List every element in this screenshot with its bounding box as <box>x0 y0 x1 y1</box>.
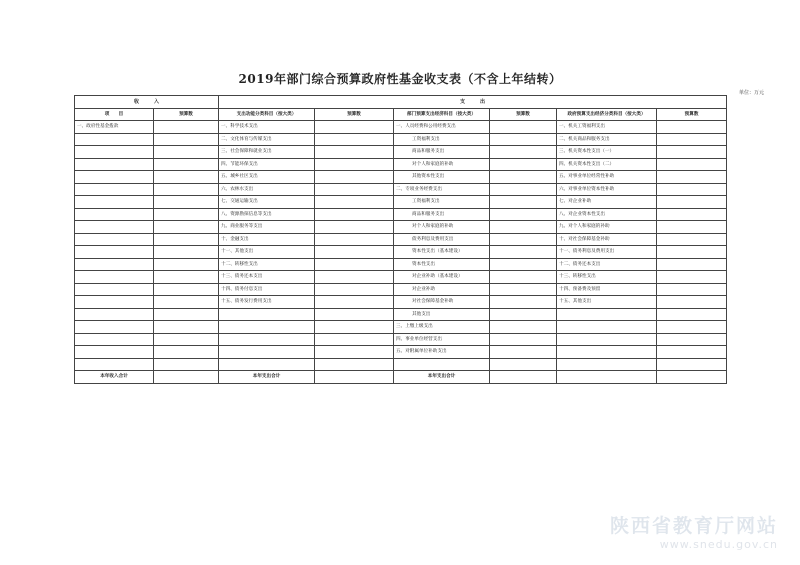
table-cell: 五、对附属单位补助支出 <box>394 346 490 359</box>
table-cell <box>315 246 394 259</box>
table-cell <box>557 333 657 346</box>
table-cell: 对个人和家庭的补助 <box>394 221 490 234</box>
table-cell <box>154 333 219 346</box>
table-cell: 一、人员经费和公用经费支出 <box>394 121 490 134</box>
table-cell <box>154 146 219 159</box>
table-cell: 对个人和家庭的补助 <box>394 158 490 171</box>
table-cell <box>490 233 557 246</box>
column-header: 预算数 <box>490 109 557 121</box>
table-cell: 商品和服务支出 <box>394 146 490 159</box>
table-cell <box>557 321 657 334</box>
table-row <box>75 171 727 184</box>
table-cell <box>657 121 727 134</box>
table-cell <box>154 308 219 321</box>
table-cell <box>315 283 394 296</box>
table-cell <box>657 146 727 159</box>
table-cell <box>154 158 219 171</box>
table-cell: 一、科学技术支出 <box>219 121 315 134</box>
table-row <box>75 196 727 209</box>
table-cell: 工资福利支出 <box>394 133 490 146</box>
totals-row <box>75 371 727 384</box>
table-cell <box>490 133 557 146</box>
table-cell: 十、金融支出 <box>219 233 315 246</box>
table-row <box>75 346 727 359</box>
table-cell: 一、机关工资福利支出 <box>557 121 657 134</box>
table-cell <box>75 308 154 321</box>
table-cell <box>490 246 557 259</box>
table-cell <box>75 133 154 146</box>
table-row <box>75 258 727 271</box>
table-cell <box>657 321 727 334</box>
table-cell <box>75 283 154 296</box>
table-cell <box>490 321 557 334</box>
table-row <box>75 233 727 246</box>
table-cell <box>490 183 557 196</box>
table-cell: 十一、其他支出 <box>219 246 315 259</box>
table-cell <box>490 271 557 284</box>
table-cell <box>315 296 394 309</box>
table-cell <box>490 158 557 171</box>
table-cell <box>657 296 727 309</box>
table-cell: 十五、其他支出 <box>557 296 657 309</box>
column-header-row <box>75 109 727 121</box>
table-cell <box>315 158 394 171</box>
table-cell <box>657 308 727 321</box>
table-row <box>75 121 727 134</box>
total-cell <box>657 371 727 384</box>
table-cell <box>75 296 154 309</box>
total-cell: 本年收入合计 <box>75 371 154 384</box>
table-cell: 五、对事业单位经常性补助 <box>557 171 657 184</box>
table-row <box>75 221 727 234</box>
table-cell: 十四、债务付息支出 <box>219 283 315 296</box>
table-cell: 七、交通运输支出 <box>219 196 315 209</box>
table-cell: 十一、债务利息及费用支出 <box>557 246 657 259</box>
table-cell <box>219 358 315 371</box>
table-cell <box>657 196 727 209</box>
table-cell <box>219 308 315 321</box>
table-cell <box>154 258 219 271</box>
table-cell <box>154 283 219 296</box>
table-row <box>75 333 727 346</box>
table-cell: 十二、债务还本支出 <box>557 258 657 271</box>
table-row <box>75 283 727 296</box>
table-cell <box>557 308 657 321</box>
table-row <box>75 133 727 146</box>
column-header: 项 目 <box>75 109 154 121</box>
table-cell <box>490 121 557 134</box>
total-cell <box>315 371 394 384</box>
table-cell <box>219 333 315 346</box>
section-header-row <box>75 96 727 109</box>
table-cell <box>315 196 394 209</box>
table-cell <box>219 346 315 359</box>
table-cell <box>219 321 315 334</box>
table-cell: 九、商业服务等支出 <box>219 221 315 234</box>
table-cell: 二、机关商品和服务支出 <box>557 133 657 146</box>
table-cell: 二、专项业务经费支出 <box>394 183 490 196</box>
table-cell <box>154 133 219 146</box>
table-cell <box>490 283 557 296</box>
table-cell <box>75 183 154 196</box>
total-cell: 本年支出合计 <box>219 371 315 384</box>
column-header: 支出功能分类科目（按大类） <box>219 109 315 121</box>
table-cell: 十四、预备费及预留 <box>557 283 657 296</box>
table-cell <box>154 208 219 221</box>
table-cell <box>154 271 219 284</box>
table-cell: 十二、转移性支出 <box>219 258 315 271</box>
table-cell <box>75 233 154 246</box>
table-cell <box>315 321 394 334</box>
table-cell <box>490 333 557 346</box>
table-cell: 其他资本性支出 <box>394 171 490 184</box>
table-cell <box>490 358 557 371</box>
table-cell <box>657 221 727 234</box>
table-cell: 商品和服务支出 <box>394 208 490 221</box>
table-cell: 其他支出 <box>394 308 490 321</box>
table-row <box>75 208 727 221</box>
table-cell <box>75 333 154 346</box>
table-cell <box>154 121 219 134</box>
table-cell <box>557 346 657 359</box>
table-cell <box>657 246 727 259</box>
table-cell <box>75 321 154 334</box>
table-cell <box>75 271 154 284</box>
table-cell <box>657 258 727 271</box>
table-cell <box>154 296 219 309</box>
unit-label: 单位：万元 <box>738 90 764 96</box>
table-cell <box>75 258 154 271</box>
table-cell: 资本性支出（基本建设） <box>394 246 490 259</box>
table-cell <box>75 158 154 171</box>
table-cell <box>154 221 219 234</box>
table-cell <box>154 346 219 359</box>
table-cell <box>490 296 557 309</box>
table-row <box>75 146 727 159</box>
table-cell <box>394 358 490 371</box>
table-cell <box>490 208 557 221</box>
table-cell <box>557 358 657 371</box>
table-cell: 十五、债务发行费用支出 <box>219 296 315 309</box>
table-cell <box>75 358 154 371</box>
table-cell <box>657 183 727 196</box>
table-cell: 工资福利支出 <box>394 196 490 209</box>
table-cell: 六、农林水支出 <box>219 183 315 196</box>
table-cell: 四、事业单位经营支出 <box>394 333 490 346</box>
table-cell <box>75 246 154 259</box>
table-cell: 四、节能环保支出 <box>219 158 315 171</box>
table-cell <box>154 246 219 259</box>
table-cell <box>657 358 727 371</box>
table-row <box>75 308 727 321</box>
table-cell: 五、城乡社区支出 <box>219 171 315 184</box>
column-header: 预算数 <box>657 109 727 121</box>
column-header: 预算数 <box>154 109 219 121</box>
watermark-text: 陕西省教育厅网站 <box>609 515 778 537</box>
table-cell <box>490 308 557 321</box>
table-row <box>75 271 727 284</box>
table-row <box>75 246 727 259</box>
table-cell: 十、对社会保障基金补助 <box>557 233 657 246</box>
table-cell <box>315 183 394 196</box>
table-cell <box>315 171 394 184</box>
table-row <box>75 358 727 371</box>
watermark-url: www.snedu.gov.cn <box>659 538 778 551</box>
table-cell: 对企业补助（基本建设） <box>394 271 490 284</box>
table-cell <box>154 358 219 371</box>
table-cell <box>657 271 727 284</box>
table-cell <box>657 283 727 296</box>
table-cell <box>315 233 394 246</box>
column-header: 部门预算支出经济科目（按大类） <box>394 109 490 121</box>
table-cell: 三、机关资本性支出（一） <box>557 146 657 159</box>
page-title: 2019年部门综合预算政府性基金收支表（不含上年结转） <box>238 72 562 86</box>
table-cell <box>315 133 394 146</box>
table-cell: 九、对个人和家庭的补助 <box>557 221 657 234</box>
table-cell <box>154 183 219 196</box>
table-cell <box>315 121 394 134</box>
column-header: 政府预算支出经济分类科目（按大类） <box>557 109 657 121</box>
table-cell <box>315 358 394 371</box>
table-cell <box>75 146 154 159</box>
table-cell <box>154 321 219 334</box>
table-cell <box>657 333 727 346</box>
table-cell <box>315 346 394 359</box>
table-cell: 七、对企业补助 <box>557 196 657 209</box>
table-cell <box>657 233 727 246</box>
table-cell: 六、对事业单位资本性补助 <box>557 183 657 196</box>
budget-table <box>74 95 727 384</box>
total-cell <box>557 371 657 384</box>
table-row <box>75 321 727 334</box>
site-watermark <box>610 511 778 551</box>
total-cell <box>490 371 557 384</box>
table-cell <box>75 346 154 359</box>
table-cell: 对社会保障基金补助 <box>394 296 490 309</box>
table-cell <box>315 333 394 346</box>
table-cell <box>315 308 394 321</box>
table-cell <box>490 346 557 359</box>
income-header: 收 入 <box>75 96 219 109</box>
expense-header: 支 出 <box>219 96 727 109</box>
table-cell <box>154 233 219 246</box>
table-cell: 八、资源勘探信息等支出 <box>219 208 315 221</box>
table-row <box>75 158 727 171</box>
table-cell: 对企业补助 <box>394 283 490 296</box>
table-cell: 十三、转移性支出 <box>557 271 657 284</box>
table-cell <box>315 258 394 271</box>
table-cell <box>490 146 557 159</box>
table-cell <box>75 171 154 184</box>
table-cell: 十三、债务还本支出 <box>219 271 315 284</box>
table-cell <box>657 158 727 171</box>
table-cell: 三、社会保障和就业支出 <box>219 146 315 159</box>
table-cell <box>75 221 154 234</box>
table-cell <box>315 221 394 234</box>
table-cell <box>490 221 557 234</box>
table-cell <box>657 208 727 221</box>
table-cell <box>75 196 154 209</box>
table-cell <box>315 146 394 159</box>
table-cell <box>657 133 727 146</box>
table-cell <box>490 196 557 209</box>
table-cell: 债务利息及费用支出 <box>394 233 490 246</box>
table-cell: 三、上缴上级支出 <box>394 321 490 334</box>
table-cell <box>657 171 727 184</box>
table-cell <box>657 346 727 359</box>
table-cell: 四、机关资本性支出（二） <box>557 158 657 171</box>
table-cell: 二、文化体育与传媒支出 <box>219 133 315 146</box>
column-header: 预算数 <box>315 109 394 121</box>
table-row <box>75 183 727 196</box>
table-cell <box>315 208 394 221</box>
total-cell: 本年支出合计 <box>394 371 490 384</box>
table-row <box>75 296 727 309</box>
table-cell <box>154 196 219 209</box>
table-cell: 一、政府性基金拨款 <box>75 121 154 134</box>
total-cell <box>154 371 219 384</box>
table-cell: 资本性支出 <box>394 258 490 271</box>
table-cell <box>490 171 557 184</box>
table-cell <box>75 208 154 221</box>
table-cell: 八、对企业资本性支出 <box>557 208 657 221</box>
table-cell <box>315 271 394 284</box>
table-cell <box>490 258 557 271</box>
table-cell <box>154 171 219 184</box>
